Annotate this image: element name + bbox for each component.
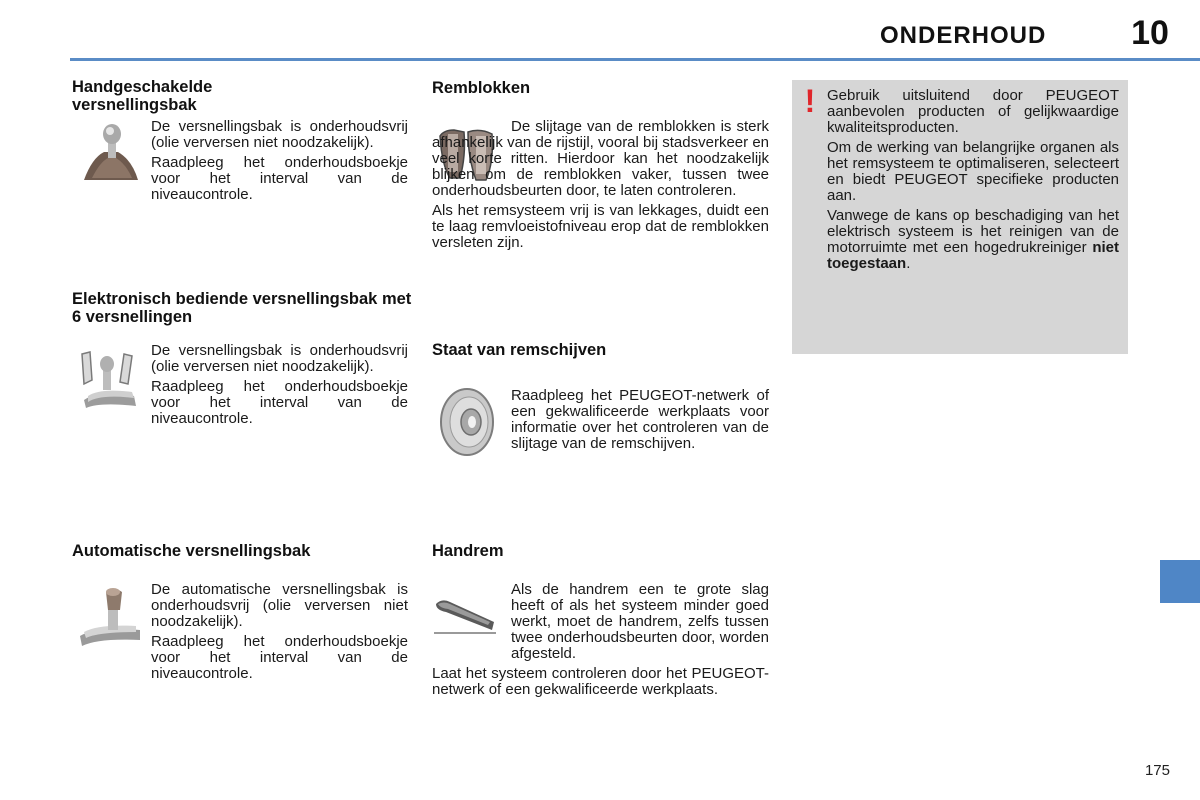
paragraph: De slijtage van de remblokken is sterk afhankelijk van de rijstijl, vooral bij stadsverkeer en veel korte ritten. Hierdoor kan het noodzakelijk blijken om de remblokken vaker, tussen twee onderhoudsbeurten door, te laten controleren. bbox=[432, 118, 769, 199]
paragraph: De automatische versnellingsbak is onderhoudsvrij (olie verversen niet noodzakelijk). bbox=[151, 581, 408, 630]
paragraph: Raadpleeg het PEUGEOT-netwerk of een gekwalificeerde werkplaats voor informatie over het controleren van de slijtage van de remschijven. bbox=[511, 387, 769, 452]
page-number: 175 bbox=[1144, 762, 1170, 779]
section-title-manual-gearbox: Handgeschakelde versnellingsbak bbox=[72, 78, 213, 114]
warning-text-end: . bbox=[906, 255, 911, 272]
text-handbrake bbox=[432, 582, 769, 702]
text-manual-gearbox bbox=[151, 119, 408, 207]
chapter-tab bbox=[1160, 560, 1200, 603]
warning-text-bold: niet toegestaan bbox=[827, 239, 1119, 272]
paragraph: Om de werking van belangrijke organen als het remsysteem te optimaliseren, selecteert en biedt PEUGEOT specifieke producten aan. bbox=[827, 139, 1119, 204]
text-automatic-gearbox bbox=[151, 582, 408, 686]
text-electronic-gearbox bbox=[151, 343, 408, 431]
text-brake-discs bbox=[511, 388, 769, 456]
paragraph: Raadpleeg het onderhoudsboekje voor het interval van de niveaucontrole. bbox=[151, 378, 408, 427]
text-brake-pads bbox=[432, 119, 769, 255]
warning-text-plain: Vanwege de kans op beschadiging van het elektrisch systeem is het reinigen van de motorruimte met een hogedrukreiniger bbox=[827, 207, 1119, 256]
paragraph: Raadpleeg het onderhoudsboekje voor het interval van de niveaucontrole. bbox=[151, 633, 408, 682]
paragraph: Als het remsysteem vrij is van lekkages, duidt een te laag remvloeistofniveau erop dat de remblokken versleten zijn. bbox=[432, 202, 769, 251]
chapter-number: 10 bbox=[1131, 14, 1169, 52]
section-title-automatic-gearbox: Automatische versnellingsbak bbox=[72, 542, 311, 560]
brake-disc-icon bbox=[436, 386, 498, 458]
section-title-brake-discs: Staat van remschijven bbox=[432, 341, 607, 359]
section-title-handbrake: Handrem bbox=[432, 542, 504, 560]
paragraph: Gebruik uitsluitend door PEUGEOT aanbevolen producten of gelijkwaardige kwaliteitsproducten. bbox=[827, 87, 1119, 136]
paragraph bbox=[827, 208, 1119, 272]
paragraph: De versnellingsbak is onderhoudsvrij (olie verversen niet noodzakelijk). bbox=[151, 118, 408, 151]
gear-lever-manual-icon bbox=[78, 122, 144, 184]
paragraph: Raadpleeg het onderhoudsboekje voor het interval van de niveaucontrole. bbox=[151, 154, 408, 203]
header-rule bbox=[70, 58, 1200, 61]
paddle-shifters-icon bbox=[76, 346, 142, 410]
section-title-electronic-gearbox: Elektronisch bediende versnellingsbak met 6 versnellingen bbox=[72, 290, 412, 326]
warning-icon: ! bbox=[804, 83, 816, 119]
warning-text bbox=[827, 88, 1119, 276]
paragraph: De versnellingsbak is onderhoudsvrij (olie verversen niet noodzakelijk). bbox=[151, 342, 408, 375]
automatic-selector-icon bbox=[76, 586, 144, 650]
section-title-brake-pads: Remblokken bbox=[432, 79, 531, 97]
page-title: ONDERHOUD bbox=[880, 22, 1047, 49]
paragraph: Laat het systeem controleren door het PEUGEOT-netwerk of een gekwalificeerde werkplaats. bbox=[432, 665, 769, 698]
paragraph: Als de handrem een te grote slag heeft of als het systeem minder goed werkt, moet de handrem, zelfs tussen twee onderhoudsbeurten door, worden afgesteld. bbox=[511, 581, 769, 662]
